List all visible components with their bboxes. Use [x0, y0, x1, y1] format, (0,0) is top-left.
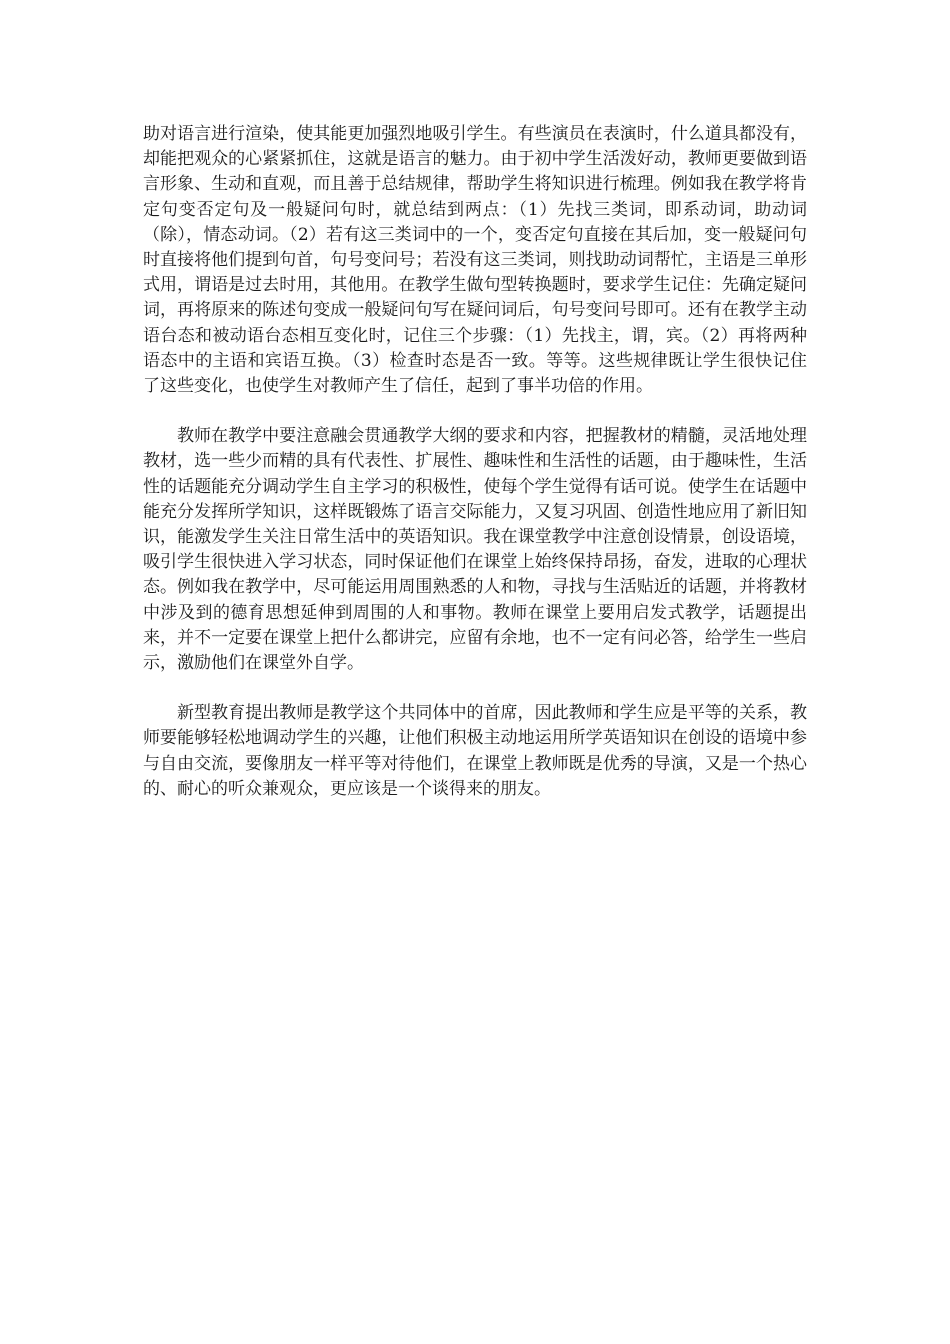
paragraph-2: 教师在教学中要注意融会贯通教学大纲的要求和内容，把握教材的精髓，灵活地处理教材，选一些少而精的具有代表性、扩展性、趣味性和生活性的话题，由于趣味性，生活性的话题能充分调动学生自主学习的积极性，使每个学生觉得有话可说。使学生在话题中能充分发挥所学知识，这样既锻炼了语言交际能力，又复习巩固、创造性地应用了新旧知识，能激发学生关注日常生活中的英语知识。我在课堂教学中注意创设情景，创设语境，吸引学生很快进入学习状态，同时保证他们在课堂上始终保持昂扬，奋发，进取的心理状态。例如我在教学中，尽可能运用周围熟悉的人和物，寻找与生活贴近的话题，并将教材中涉及到的德育思想延伸到周围的人和事物。教师在课堂上要用启发式教学，话题提出来，并不一定要在课堂上把什么都讲完，应留有余地，也不一定有问必答，给学生一些启示，激励他们在课堂外自学。 [143, 426, 807, 674]
paragraph-3: 新型教育提出教师是教学这个共同体中的首席，因此教师和学生应是平等的关系，教师要能够轻松地调动学生的兴趣，让他们积极主动地运用所学英语知识在创设的语境中参与自由交流，要像朋友一样平等对待他们，在课堂上教师既是优秀的导演，又是一个热心的、耐心的听众兼观众，更应该是一个谈得来的朋友。 [143, 703, 807, 799]
document-body [143, 122, 807, 827]
paragraph-1: 助对语言进行渲染，使其能更加强烈地吸引学生。有些演员在表演时，什么道具都没有，却能把观众的心紧紧抓住，这就是语言的魅力。由于初中学生活泼好动，教师更要做到语言形象、生动和直观，而且善于总结规律，帮助学生将知识进行梳理。例如我在教学将肯定句变否定句及一般疑问句时，就总结到两点：（1）先找三类词，即系动词，助动词（除），情态动词。（2）若有这三类词中的一个，变否定句直接在其后加，变一般疑问句时直接将他们提到句首，句号变问号；若没有这三类词，则找助动词帮忙，主语是三单形式用，谓语是过去时用，其他用。在教学生做句型转换题时，要求学生记住：先确定疑问词，再将原来的陈述句变成一般疑问句写在疑问词后，句号变问号即可。还有在教学主动语台态和被动语台态相互变化时，记住三个步骤：（1）先找主，谓，宾。（2）再将两种语态中的主语和宾语互换。（3）检查时态是否一致。等等。这些规律既让学生很快记住了这些变化，也使学生对教师产生了信任，起到了事半功倍的作用。 [143, 124, 807, 397]
